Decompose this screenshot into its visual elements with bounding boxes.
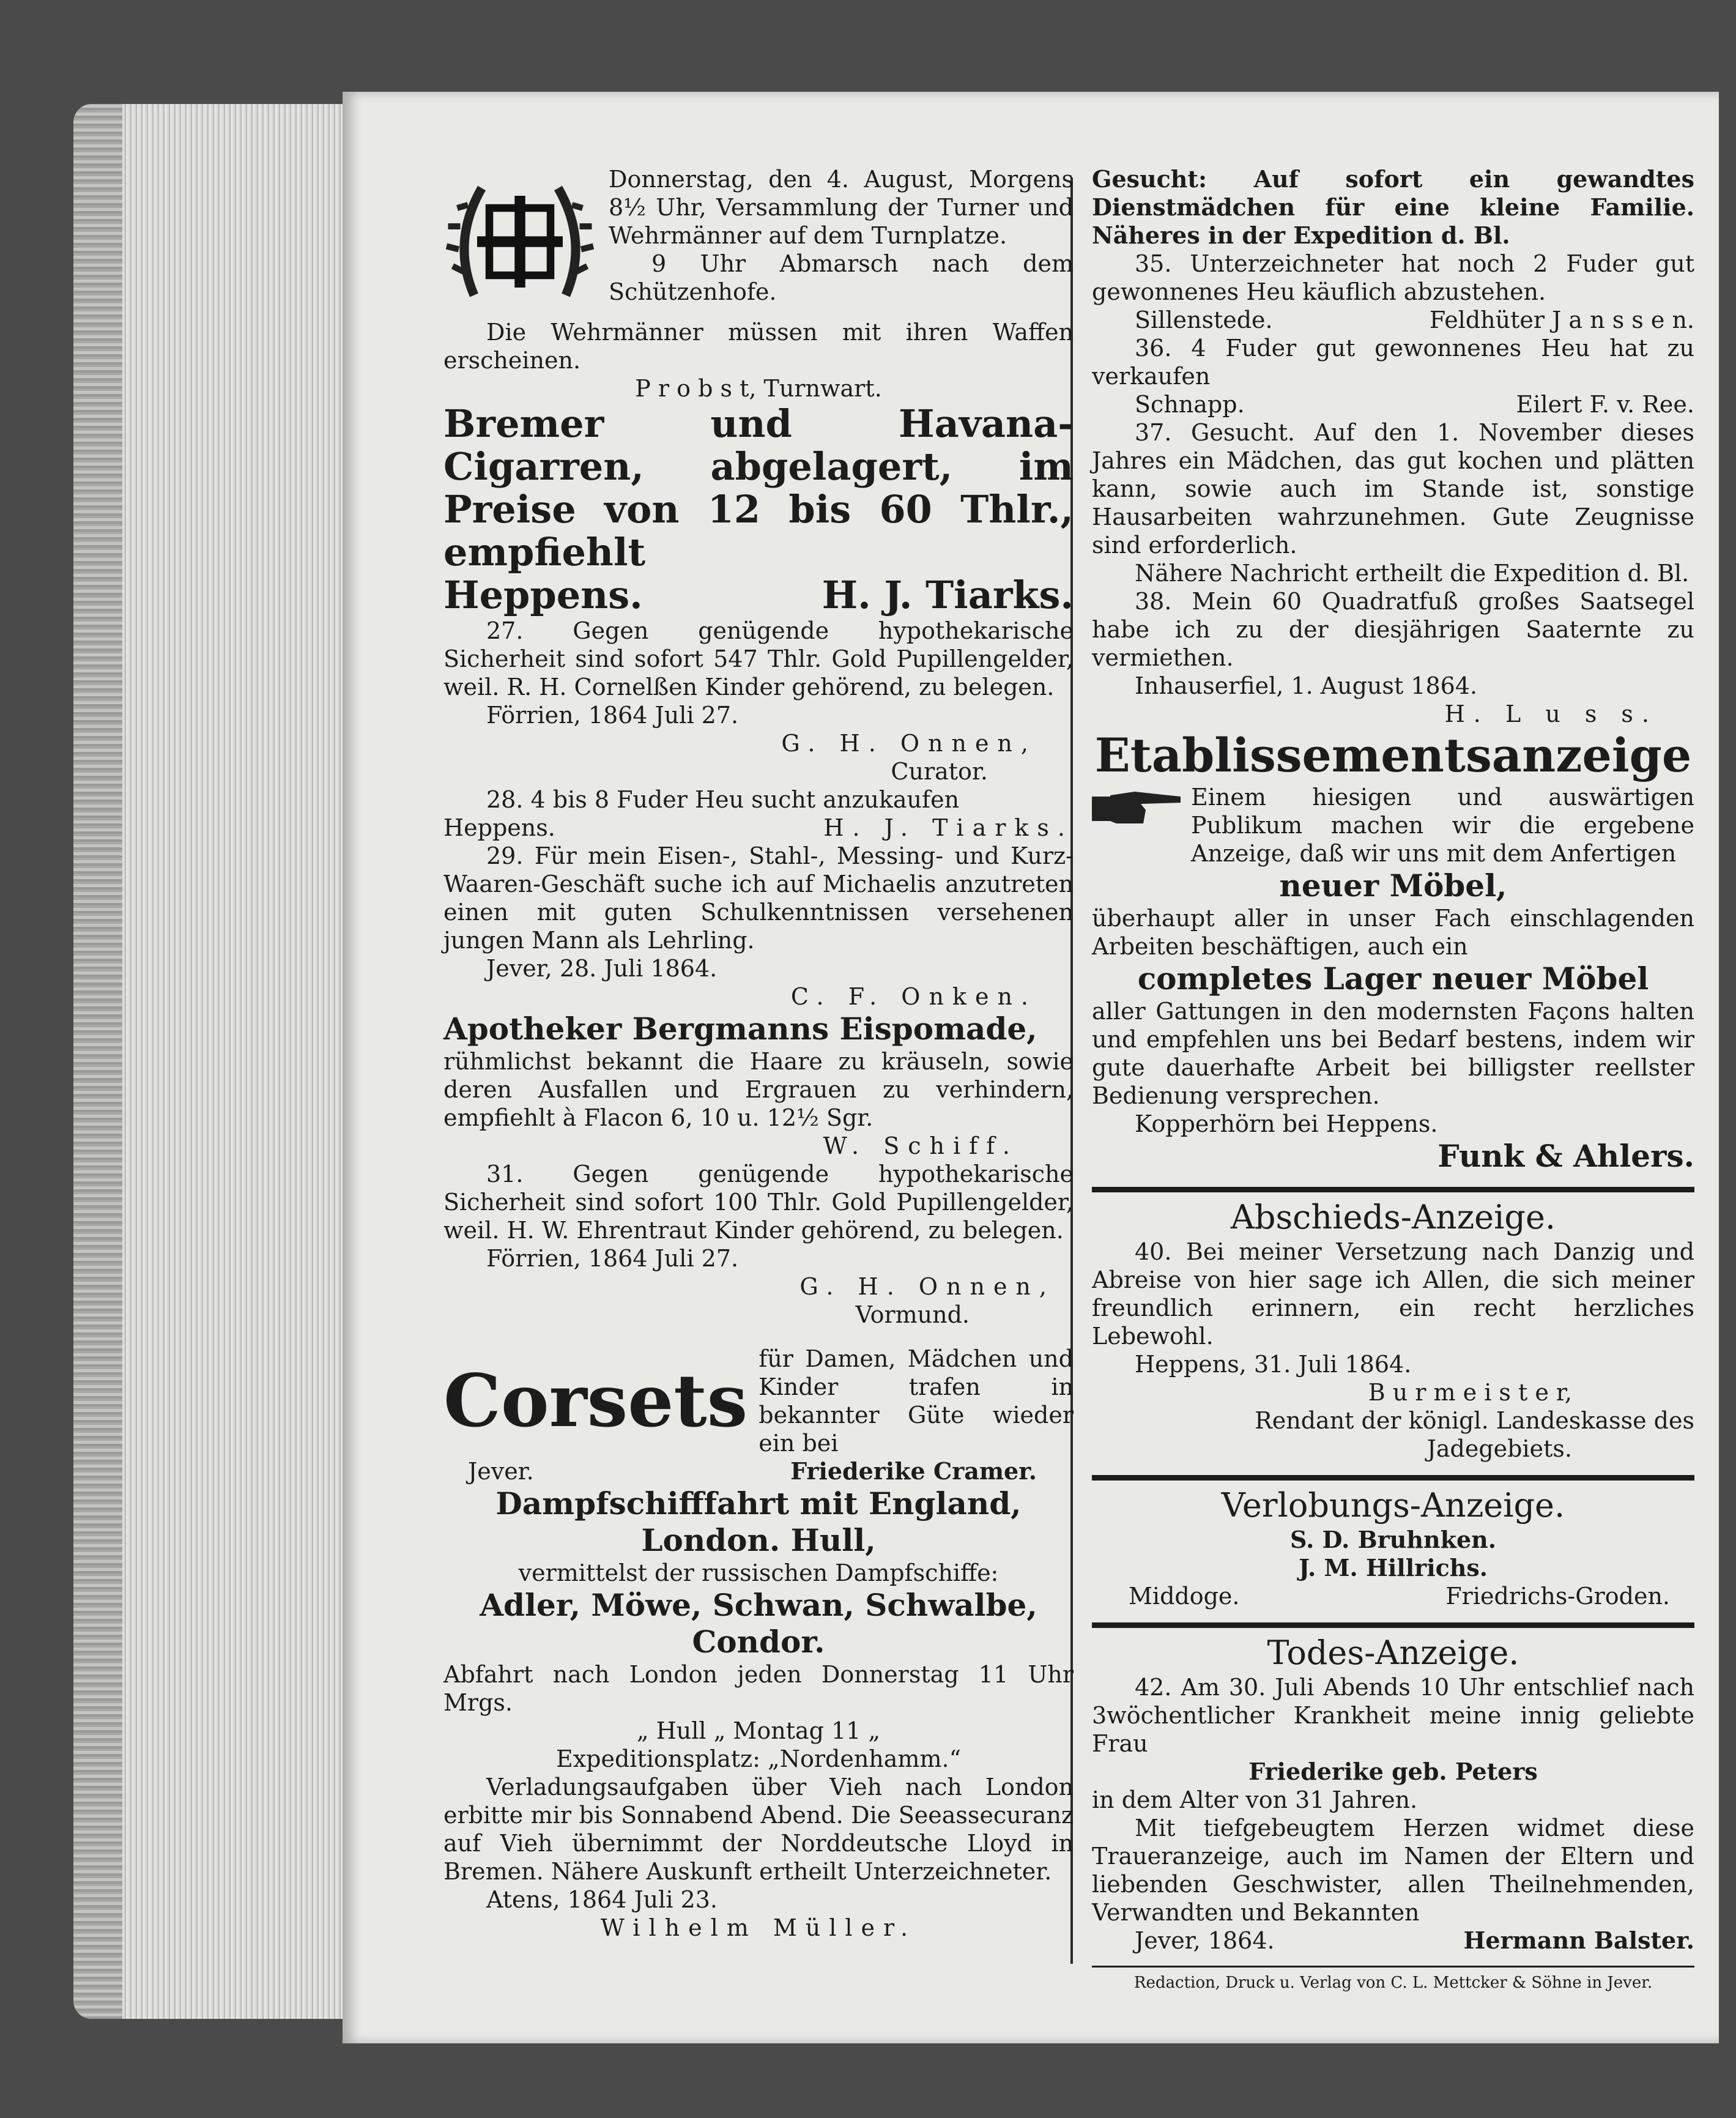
ad-36-signature-row bbox=[1092, 390, 1694, 418]
death-headline: Todes-Anzeige. bbox=[1267, 1633, 1519, 1672]
pomade-headline: Apotheker Bergmanns Eispomade, bbox=[443, 1011, 1037, 1047]
ship-condor: Condor. bbox=[692, 1624, 825, 1660]
imprint-rule bbox=[1092, 1966, 1694, 1968]
ad-36-signature: Eilert F. v. Ree. bbox=[1516, 391, 1694, 418]
turner-text-3: Die Wehrmänner müssen mit ihren Waffen erscheinen. bbox=[443, 319, 1074, 374]
pomade-signature: W. Schiff. bbox=[823, 1132, 1018, 1159]
ad-31-role: Vormund. bbox=[855, 1301, 970, 1328]
ad-27-date: Förrien, 1864 Juli 27. bbox=[486, 702, 739, 729]
ad-29-date: Jever, 28. Juli 1864. bbox=[486, 955, 718, 982]
establishment-headline: Etablissementsanzeige bbox=[1094, 728, 1692, 782]
ad-31-signature: G. H. Onnen, bbox=[799, 1273, 1055, 1300]
ad-38-date: Inhauserfiel, 1. August 1864. bbox=[1135, 672, 1478, 699]
cigar-place: Heppens. bbox=[443, 573, 643, 617]
death-place: Jever, 1864. bbox=[1135, 1927, 1275, 1954]
section-rule bbox=[1092, 1475, 1694, 1481]
ad-28-place: Heppens. bbox=[443, 814, 555, 841]
wanted-headline: Gesucht: Auf sofort ein gewandtes Dienstmädchen für eine kleine Familie. Näheres in der Expedition d. Bl. bbox=[1092, 165, 1694, 249]
death-text-1: 42. Am 30. Juli Abends 10 Uhr entschlief nach 3wöchentlicher Krankheit meine innig geliebte Frau bbox=[1092, 1674, 1694, 1757]
turner-cross-emblem-icon bbox=[443, 165, 596, 318]
ad-27-text: 27. Gegen genügende hypothekarische Sicherheit sind sofort 547 Thlr. Gold Pupillengelder, weil. R. H. Cornelßen Kinder gehörend, zu belegen. bbox=[443, 617, 1074, 700]
ship-routes: London. Hull, bbox=[641, 1522, 876, 1558]
ship-headline: Dampfschifffahrt mit England, bbox=[495, 1485, 1022, 1522]
imprint: Redaction, Druck u. Verlag von C. L. Mettcker & Söhne in Jever. bbox=[1133, 1974, 1653, 1992]
corsets-headline: Corsets bbox=[443, 1358, 748, 1443]
ship-via: vermittelst der russischen Dampfschiffe: bbox=[518, 1559, 999, 1586]
engagement-headline: Verlobungs-Anzeige. bbox=[1221, 1486, 1565, 1525]
establishment-text-3: aller Gattungen in den modernsten Façons halten und empfehlen uns bei Bedarf bestens, indem wir gute dauerhafte Arbeit bei billigster reellster Bedienung versprechen. bbox=[1092, 998, 1694, 1109]
ship-date: Atens, 1864 Juli 23. bbox=[486, 1886, 718, 1913]
establishment-text-2: überhaupt aller in unser Fach einschlagenden Arbeiten beschäftigen, auch ein bbox=[1092, 905, 1694, 960]
corsets-merchant: Friederike Cramer. bbox=[790, 1457, 1037, 1485]
ad-35-signature-row bbox=[1092, 306, 1694, 334]
establishment-place: Kopperhörn bei Heppens. bbox=[1135, 1110, 1438, 1137]
death-text-2: in dem Alter von 31 Jahren. bbox=[1092, 1786, 1418, 1813]
turner-notice bbox=[443, 165, 1074, 318]
establishment-stock: completes Lager neuer Möbel bbox=[1137, 961, 1649, 997]
farewell-date: Heppens, 31. Juli 1864. bbox=[1135, 1351, 1412, 1378]
ship-expedition-place: Expeditionsplatz: „Nordenhamm.“ bbox=[555, 1745, 961, 1772]
death-signature: Hermann Balster. bbox=[1463, 1927, 1694, 1954]
farewell-role-1: Rendant der königl. Landeskasse des bbox=[1255, 1407, 1694, 1434]
turner-signature: P r o b s t, Turnwart. bbox=[635, 375, 882, 402]
death-name: Friederike geb. Peters bbox=[1248, 1758, 1538, 1785]
ad-29-signature: C. F. Onken. bbox=[790, 983, 1037, 1010]
corsets-text: für Damen, Mädchen und Kinder trafen in bekannter Güte wieder ein bei bbox=[759, 1345, 1074, 1457]
farewell-role-2: Jadegebiets. bbox=[1426, 1435, 1572, 1462]
ad-38-signature: H. L u s s. bbox=[1444, 700, 1658, 727]
ad-36-place: Schnapp. bbox=[1135, 391, 1245, 418]
engagement-name-1: S. D. Bruhnken. bbox=[1290, 1526, 1496, 1553]
death-text-3: Mit tiefgebeugtem Herzen widmet diese Traueranzeige, auch im Namen der Eltern und liebenden Geschwister, allen Theilnehmenden, Verwandten und Bekannten bbox=[1092, 1815, 1694, 1926]
section-rule bbox=[1092, 1622, 1694, 1628]
engagement-place-2: Friedrichs-Groden. bbox=[1445, 1583, 1670, 1610]
cigar-signature-row bbox=[443, 574, 1074, 617]
establishment-firm: Funk & Ahlers. bbox=[1437, 1138, 1694, 1174]
farewell-signature: B u r m e i s t e r, bbox=[1368, 1379, 1572, 1406]
engagement-place-1: Middoge. bbox=[1129, 1583, 1240, 1610]
corsets-place: Jever. bbox=[468, 1458, 534, 1485]
ship-text: Verladungsaufgaben über Vieh nach London erbitte mir bis Sonnabend Abend. Die Seeassecuranz auf Vieh übernimmt der Norddeutsche Lloyd in Bremen. Nähere Auskunft ertheilt Unterzeichneter. bbox=[443, 1774, 1074, 1885]
ad-31-date: Förrien, 1864 Juli 27. bbox=[486, 1245, 739, 1272]
farewell-text: 40. Bei meiner Versetzung nach Danzig und Abreise von hier sage ich Allen, die sich meiner freundlich erinnern, ein recht herzliches Lebewohl. bbox=[1092, 1238, 1694, 1350]
engagement-name-2: J. M. Hillrichs. bbox=[1298, 1554, 1488, 1581]
ad-36-text: 36. 4 Fuder gut gewonnenes Heu hat zu verkaufen bbox=[1092, 335, 1694, 390]
ad-28-signature-row bbox=[443, 814, 1074, 842]
ad-35-text: 35. Unterzeichneter hat noch 2 Fuder gut gewonnenes Heu käuflich abzustehen. bbox=[1092, 250, 1694, 305]
farewell-headline: Abschieds-Anzeige. bbox=[1230, 1198, 1556, 1236]
ad-28-text: 28. 4 bis 8 Fuder Heu sucht anzukaufen bbox=[486, 786, 960, 813]
ad-29-text: 29. Für mein Eisen-, Stahl-, Messing- und Kurz-Waaren-Geschäft suche ich auf Michaelis anzutreten einen mit guten Schulkenntnissen versehenen jungen Mann als Lehrling. bbox=[443, 842, 1074, 954]
newspaper-page bbox=[343, 92, 1719, 2043]
book-cover-spine bbox=[73, 104, 122, 2019]
establishment-intro bbox=[1092, 783, 1694, 868]
ship-names: Adler, Möwe, Schwan, Schwalbe, bbox=[480, 1587, 1037, 1623]
pointing-hand-icon bbox=[1092, 783, 1184, 832]
establishment-new-furniture: neuer Möbel, bbox=[1279, 868, 1507, 904]
establishment-text-1: Einem hiesigen und auswärtigen Publikum machen wir die ergebene Anzeige, daß wir uns mit dem Anfertigen bbox=[1191, 784, 1694, 867]
corsets-signature-row bbox=[443, 1457, 1074, 1485]
ad-37-text: 37. Gesucht. Auf den 1. November dieses Jahres ein Mädchen, das gut kochen und plätten kann, sowie auch im Stande ist, sonstige Hausarbeiten wahrzunehmen. Gute Zeugnisse sind erforderlich. bbox=[1092, 419, 1694, 559]
turner-text-2: 9 Uhr Abmarsch nach dem Schützenhofe. bbox=[609, 250, 1074, 305]
ad-31-text: 31. Gegen genügende hypothekarische Sicherheit sind sofort 100 Thlr. Gold Pupillengelder, weil. H. W. Ehrentraut Kinder gehörend, zu belegen. bbox=[443, 1161, 1074, 1244]
section-rule bbox=[1092, 1187, 1694, 1192]
ad-35-signature: Feldhüter J a n s s e n. bbox=[1429, 307, 1694, 333]
ad-27-role: Curator. bbox=[891, 758, 988, 785]
cigar-headline: Bremer und Havana-Cigarren, abgelagert, im Preise von 12 bis 60 Thlr., empfiehlt bbox=[443, 401, 1074, 574]
pomade-text: rühmlichst bekannt die Haare zu kräuseln, sowie deren Ausfallen und Ergrauen zu verhindern, empfiehlt à Flacon 6, 10 u. 12½ Sgr. bbox=[443, 1048, 1074, 1131]
turner-text-1: Donnerstag, den 4. August, Morgens 8½ Uhr, Versammlung der Turner und Wehrmänner auf dem Turnplatze. bbox=[609, 166, 1074, 249]
ad-27-signature: G. H. Onnen, bbox=[781, 730, 1037, 757]
death-signature-row bbox=[1092, 1927, 1694, 1955]
ad-28-signature: H. J. Tiarks. bbox=[823, 814, 1074, 841]
left-column bbox=[443, 165, 1074, 1942]
ad-35-place: Sillenstede. bbox=[1135, 307, 1273, 333]
ad-37-note: Nähere Nachricht ertheilt die Expedition d. Bl. bbox=[1135, 560, 1690, 587]
cigar-merchant: H. J. Tiarks. bbox=[822, 573, 1074, 617]
ship-departure-hull: „ Hull „ Montag 11 „ bbox=[636, 1717, 881, 1744]
right-column bbox=[1092, 165, 1694, 1993]
ship-signature: Wilhelm Müller. bbox=[600, 1914, 917, 1941]
corsets-ad bbox=[443, 1345, 1074, 1457]
ad-38-text: 38. Mein 60 Quadratfuß großes Saatsegel habe ich zu der diesjährigen Saaternte zu vermiethen. bbox=[1092, 588, 1694, 671]
engagement-places-row bbox=[1092, 1582, 1694, 1610]
ship-departure-london: Abfahrt nach London jeden Donnerstag 11 Uhr Mrgs. bbox=[443, 1661, 1074, 1716]
